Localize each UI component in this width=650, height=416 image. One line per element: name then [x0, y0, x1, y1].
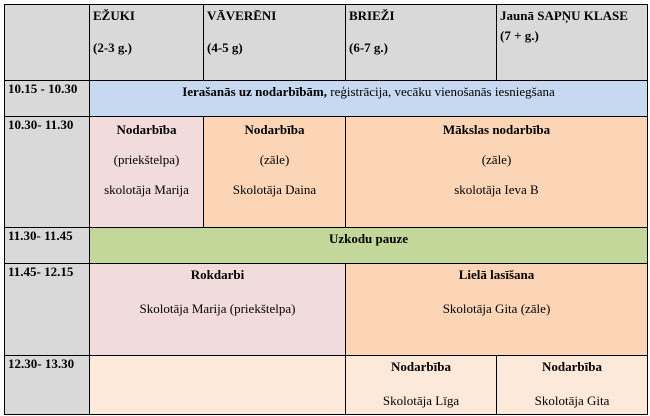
group-header-ezuki	[90, 5, 204, 81]
activity-place: (zāle)	[259, 152, 290, 167]
break-cell: Uzkodu pauze	[90, 228, 648, 264]
activity-title: Nodarbība	[244, 122, 305, 137]
header-row	[5, 5, 648, 81]
activity-title: Nodarbība	[116, 122, 177, 137]
time-cell: 11.30- 11.45	[5, 228, 90, 264]
session1-cell-ezuki	[90, 117, 204, 228]
group-header-sapnu-klase	[497, 5, 648, 81]
session1-cell-vavereni	[204, 117, 346, 228]
arrival-rest-text: reģistrācija, vecāku vienošanās iesniegšana	[327, 84, 555, 99]
group-name: VĀVERĒNI	[207, 8, 277, 23]
activity-place: (priekštelpa)	[113, 152, 180, 167]
schedule-table	[4, 4, 648, 415]
group-name: EŽUKI	[93, 8, 135, 23]
activity-teacher: skolotāja Marija	[104, 182, 189, 197]
session2-row	[5, 264, 648, 356]
group-age: (4-5 g)	[207, 40, 243, 55]
group-age: (6-7 g.)	[349, 40, 388, 55]
session3-row	[5, 356, 648, 415]
activity-teacher: Skolotāja Gita (zāle)	[442, 301, 551, 316]
group-header-vavereni	[204, 5, 346, 81]
group-age: (2-3 g.)	[93, 40, 132, 55]
group-name: BRIEŽI	[349, 8, 395, 23]
session1-row	[5, 117, 648, 228]
activity-place: (zāle)	[481, 152, 512, 167]
time-cell: 10.30- 11.30	[5, 117, 90, 228]
arrival-row	[5, 81, 648, 117]
session3-cell-briezi	[346, 356, 497, 415]
group-name: Jaunā SAPŅU KLASE	[500, 8, 628, 23]
activity-teacher: Skolotāja Līga	[382, 393, 460, 408]
session1-cell-older	[346, 117, 648, 228]
activity-title: Nodarbība	[542, 359, 602, 374]
header-corner-cell	[5, 5, 90, 81]
activity-title: Lielā lasīšana	[458, 267, 535, 282]
time-cell: 11.45- 12.15	[5, 264, 90, 356]
session3-cell-sapnu-klase	[497, 356, 648, 415]
time-cell: 10.15 - 10.30	[5, 81, 90, 117]
activity-teacher: Skolotāja Marija (priekštelpa)	[139, 301, 296, 316]
session3-cell-younger-empty	[90, 356, 346, 415]
activity-teacher: skolotāja Ieva B	[454, 182, 539, 197]
activity-title: Nodarbība	[391, 359, 451, 374]
session2-cell-younger	[90, 264, 346, 356]
group-age: (7 + g.)	[500, 28, 539, 43]
session2-cell-older	[346, 264, 648, 356]
activity-title: Mākslas nodarbība	[442, 122, 551, 137]
activity-title: Rokdarbi	[190, 267, 245, 282]
break-row	[5, 228, 648, 264]
arrival-cell	[90, 81, 648, 117]
activity-teacher: Skolotāja Daina	[232, 182, 317, 197]
group-header-briezi	[346, 5, 497, 81]
time-cell: 12.30- 13.30	[5, 356, 90, 415]
activity-teacher: Skolotāja Gita	[534, 393, 610, 408]
arrival-bold-text: Ierašanās uz nodarbībām,	[182, 84, 328, 99]
